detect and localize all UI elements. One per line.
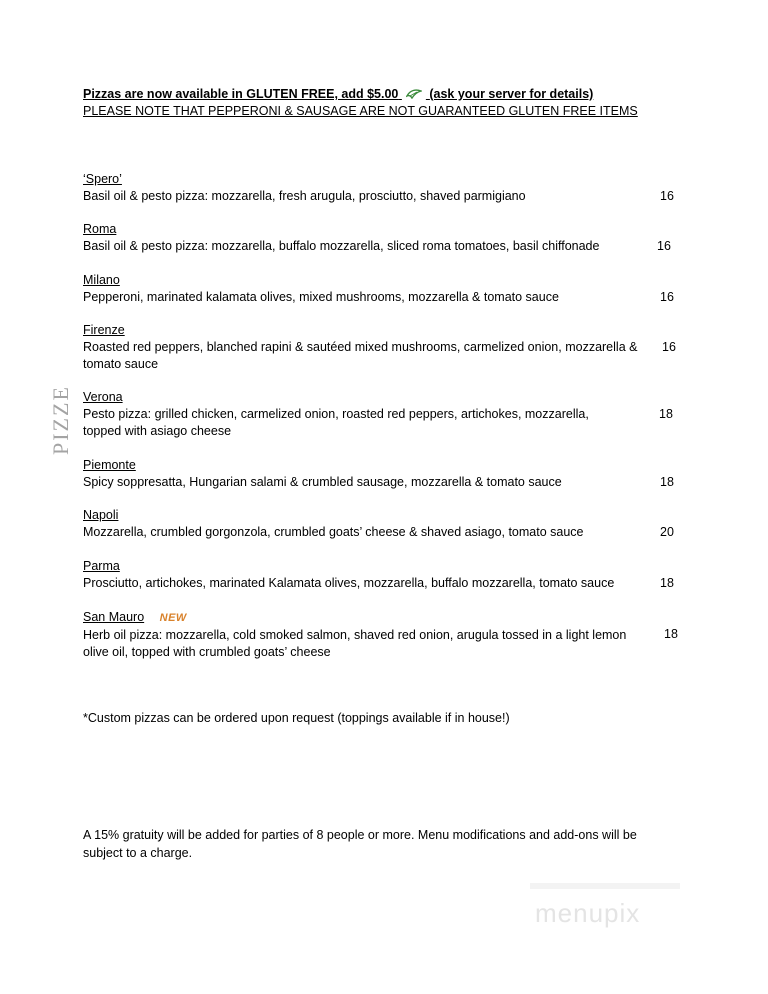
item-name: Piemonte bbox=[83, 458, 136, 472]
menu-item bbox=[83, 221, 683, 255]
item-name: Roma bbox=[83, 222, 117, 236]
item-description: Prosciutto, artichokes, marinated Kalamata olives, mozzarella, buffalo mozzarella, tomato sauce bbox=[83, 576, 615, 590]
section-label: PIZZE bbox=[48, 385, 73, 455]
item-name: Verona bbox=[83, 390, 123, 404]
item-name: Firenze bbox=[83, 323, 125, 337]
item-description: Basil oil & pesto pizza: mozzarella, fresh arugula, prosciutto, shaved parmigiano bbox=[83, 189, 526, 203]
item-price: 18 bbox=[660, 576, 674, 590]
menu-item bbox=[83, 457, 683, 491]
item-price: 16 bbox=[660, 189, 674, 203]
gluten-free-details: (ask your server for details) bbox=[429, 87, 594, 101]
item-description: Herb oil pizza: mozzarella, cold smoked salmon, shaved red onion, arugula tossed in a light lemon olive oil, topped with crumbled goats’ cheese bbox=[83, 628, 627, 659]
item-name: San Mauro bbox=[83, 610, 145, 624]
item-name: Parma bbox=[83, 559, 120, 573]
menu-item bbox=[83, 171, 683, 205]
item-price: 16 bbox=[660, 290, 674, 304]
menu-item bbox=[83, 507, 683, 541]
custom-pizza-note: *Custom pizzas can be ordered upon request (toppings available if in house!) bbox=[83, 711, 510, 725]
gluten-free-notice bbox=[83, 86, 593, 103]
new-badge: NEW bbox=[159, 612, 187, 624]
gratuity-note: A 15% gratuity will be added for parties of 8 people or more. Menu modifications and add-ons will be subject to a charge. bbox=[83, 828, 637, 860]
pepperoni-note: PLEASE NOTE THAT PEPPERONI & SAUSAGE ARE NOT GUARANTEED GLUTEN FREE ITEMS bbox=[83, 104, 638, 118]
item-name: Milano bbox=[83, 273, 120, 287]
item-description: Pesto pizza: grilled chicken, carmelized onion, roasted red peppers, artichokes, mozzarella, topped with asiago cheese bbox=[83, 407, 589, 438]
item-price: 18 bbox=[659, 407, 673, 421]
item-price: 16 bbox=[662, 340, 676, 354]
menu-item bbox=[83, 389, 683, 440]
item-description: Pepperoni, marinated kalamata olives, mixed mushrooms, mozzarella & tomato sauce bbox=[83, 290, 559, 304]
item-description: Roasted red peppers, blanched rapini & sautéed mixed mushrooms, carmelized onion, mozzarella & tomato sauce bbox=[83, 340, 638, 371]
menu-item bbox=[83, 609, 683, 661]
menu-item bbox=[83, 322, 683, 373]
menu-item bbox=[83, 558, 683, 592]
item-description: Basil oil & pesto pizza: mozzarella, buffalo mozzarella, sliced roma tomatoes, basil chiffonade bbox=[83, 239, 600, 253]
item-description: Spicy soppresatta, Hungarian salami & crumbled sausage, mozzarella & tomato sauce bbox=[83, 475, 562, 489]
item-description: Mozzarella, crumbled gorgonzola, crumbled goats’ cheese & shaved asiago, tomato sauce bbox=[83, 525, 584, 539]
watermark-logo: menupix bbox=[535, 898, 641, 928]
item-price: 18 bbox=[664, 627, 678, 641]
leaf-icon bbox=[406, 87, 422, 103]
item-name: ‘Spero’ bbox=[83, 172, 122, 186]
menu-item bbox=[83, 272, 683, 306]
item-price: 16 bbox=[657, 239, 671, 253]
item-name: Napoli bbox=[83, 508, 119, 522]
gluten-free-text: Pizzas are now available in GLUTEN FREE, add $5.00 bbox=[83, 87, 399, 101]
item-price: 20 bbox=[660, 525, 674, 539]
item-price: 18 bbox=[660, 475, 674, 489]
watermark-decoration bbox=[530, 883, 680, 889]
